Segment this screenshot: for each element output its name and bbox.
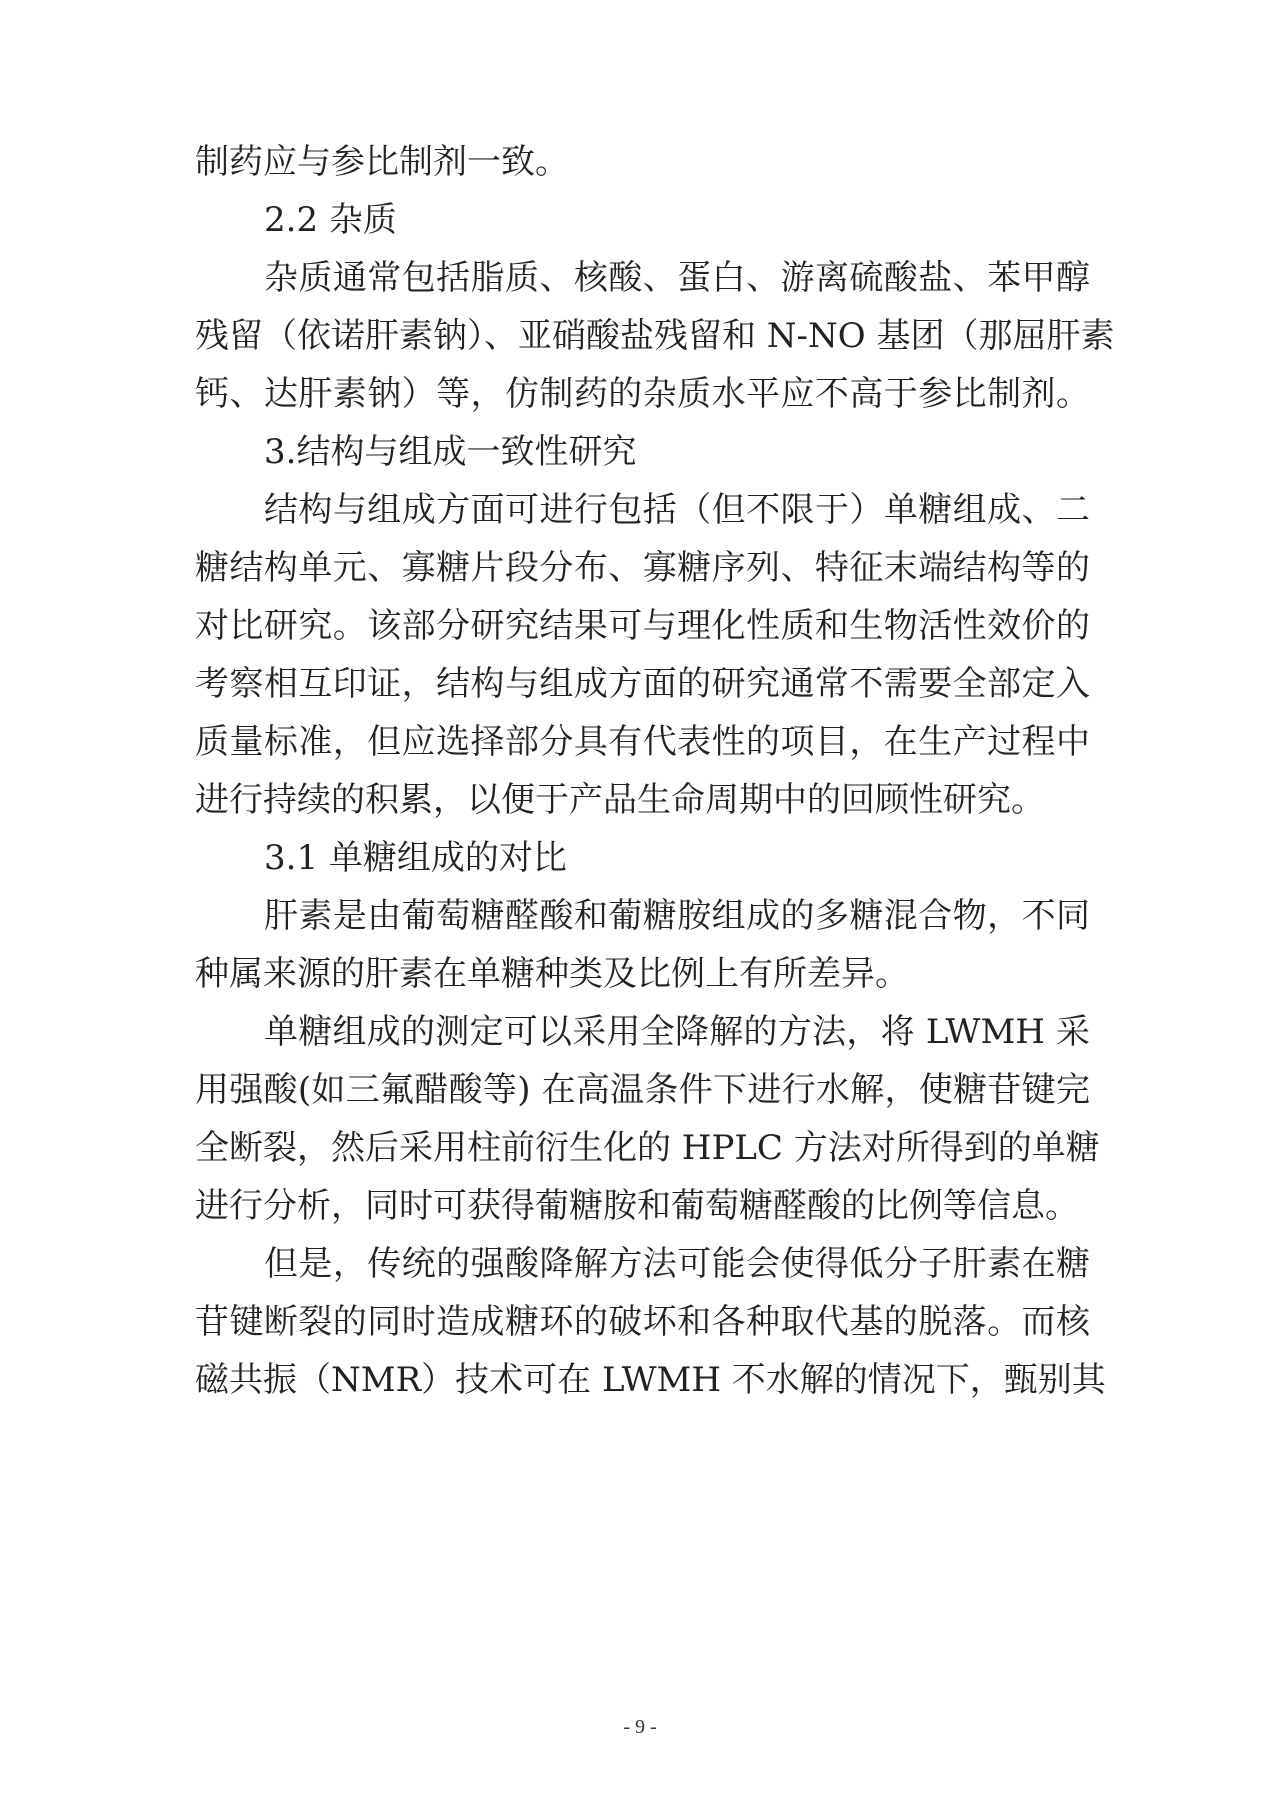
text-line-17: 用强酸(如三氟醋酸等) 在高温条件下进行水解，使糖苷键完: [195, 1070, 1090, 1110]
text-line-20: 但是，传统的强酸降解方法可能会使得低分子肝素在糖: [264, 1244, 1090, 1284]
text-line-19: 进行分析，同时可获得葡糖胺和葡萄糖醛酸的比例等信息。: [195, 1186, 1079, 1226]
text-line-10: 考察相互印证，结构与组成方面的研究通常不需要全部定入: [195, 664, 1090, 704]
text-line-5: 钙、达肝素钠）等，仿制药的杂质水平应不高于参比制剂。: [195, 374, 1090, 414]
text-line-14: 肝素是由葡萄糖醛酸和葡糖胺组成的多糖混合物，不同: [264, 896, 1090, 936]
section-heading-3: 3.结构与组成一致性研究: [264, 432, 637, 472]
text-line-3: 杂质通常包括脂质、核酸、蛋白、游离硫酸盐、苯甲醇: [264, 258, 1090, 298]
text-line-21: 苷键断裂的同时造成糖环的破坏和各种取代基的脱落。而核: [195, 1302, 1090, 1342]
text-line-11: 质量标准，但应选择部分具有代表性的项目，在生产过程中: [195, 722, 1090, 762]
text-line-15: 种属来源的肝素在单糖种类及比例上有所差异。: [195, 954, 909, 994]
text-line-12: 进行持续的积累，以便于产品生命周期中的回顾性研究。: [195, 780, 1045, 820]
section-heading-2-2: 2.2 杂质: [264, 200, 397, 240]
text-line-7: 结构与组成方面可进行包括（但不限于）单糖组成、二: [264, 490, 1090, 530]
text-line-8: 糖结构单元、寡糖片段分布、寡糖序列、特征末端结构等的: [195, 548, 1090, 588]
text-line-16: 单糖组成的测定可以采用全降解的方法，将 LWMH 采: [264, 1012, 1090, 1052]
text-line-4: 残留（依诺肝素钠）、亚硝酸盐残留和 N-NO 基团（那屈肝素: [195, 316, 1115, 356]
text-line-18: 全断裂，然后采用柱前衍生化的 HPLC 方法对所得到的单糖: [195, 1128, 1100, 1168]
text-line-22: 磁共振（NMR）技术可在 LWMH 不水解的情况下，甄别其: [195, 1360, 1106, 1400]
text-line-1: 制药应与参比制剂一致。: [195, 142, 569, 182]
text-line-9: 对比研究。该部分研究结果可与理化性质和生物活性效价的: [195, 606, 1090, 646]
page-number: - 9 -: [623, 1716, 657, 1738]
section-heading-3-1: 3.1 单糖组成的对比: [264, 838, 567, 878]
